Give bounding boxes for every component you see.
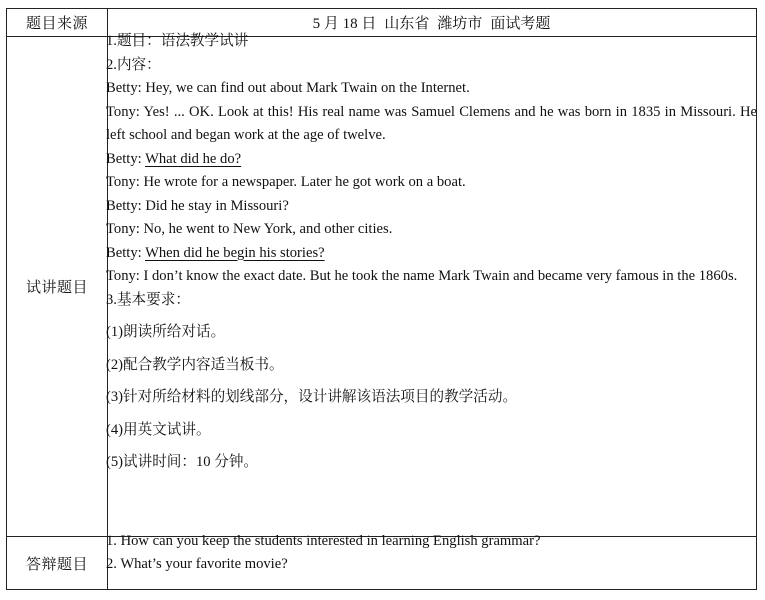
requirement-item: (2)配合教学内容适当板书。 <box>106 356 284 373</box>
topic-content <box>106 30 757 475</box>
exam-province: 山东省 <box>384 16 430 32</box>
speaker: Betty: <box>106 244 146 261</box>
exam-type: 面试考题 <box>490 16 551 32</box>
dialogue-line: Tony: No, he went to New York, and other cities. <box>106 221 393 237</box>
label-topic: 试讲题目 <box>25 277 88 296</box>
exam-city: 潍坊市 <box>437 16 483 32</box>
content-heading: 2.内容： <box>106 56 161 73</box>
topic-title: 1.题目：语法教学试讲 <box>106 33 249 49</box>
label-source: 题目来源 <box>25 14 88 32</box>
dialogue-line: Tony: Yes! ... OK. Look at this! His real name was Samuel Clemens and he was born in 1835 in Missouri. He left school and began work at the age of twelve. <box>106 103 757 143</box>
dialogue-line: Betty: Did he stay in Missouri? <box>106 197 289 214</box>
defense-questions <box>106 530 757 576</box>
speaker: Betty: <box>106 150 146 167</box>
underlined-question: What did he do? <box>145 150 242 167</box>
underlined-question: When did he begin his stories? <box>145 244 325 261</box>
exam-date: 5 月 18 日 <box>312 16 377 32</box>
requirement-item: (4)用英文试讲。 <box>106 421 211 438</box>
defense-question: 2. What’s your favorite movie? <box>106 556 288 572</box>
dialogue-line <box>106 242 757 266</box>
dialogue-line: Tony: He wrote for a newspaper. Later he got work on a boat. <box>106 174 466 190</box>
dialogue-line: Tony: I don’t know the exact date. But he took the name Mark Twain and became very famous in the 1860s. <box>106 268 738 284</box>
defense-question: 1. How can you keep the students interested in learning English grammar? <box>106 533 541 549</box>
requirement-item: (3)针对所给材料的划线部分，设计讲解该语法项目的教学活动。 <box>106 389 518 405</box>
label-defense: 答辩题目 <box>25 555 88 573</box>
dialogue-line <box>106 148 757 172</box>
requirements-heading: 3.基本要求： <box>106 291 190 308</box>
requirement-item: (5)试讲时间：10 分钟。 <box>106 454 259 470</box>
requirement-item: (1)朗读所给对话。 <box>106 324 226 340</box>
dialogue-line: Betty: Hey, we can find out about Mark Twain on the Internet. <box>106 80 470 96</box>
